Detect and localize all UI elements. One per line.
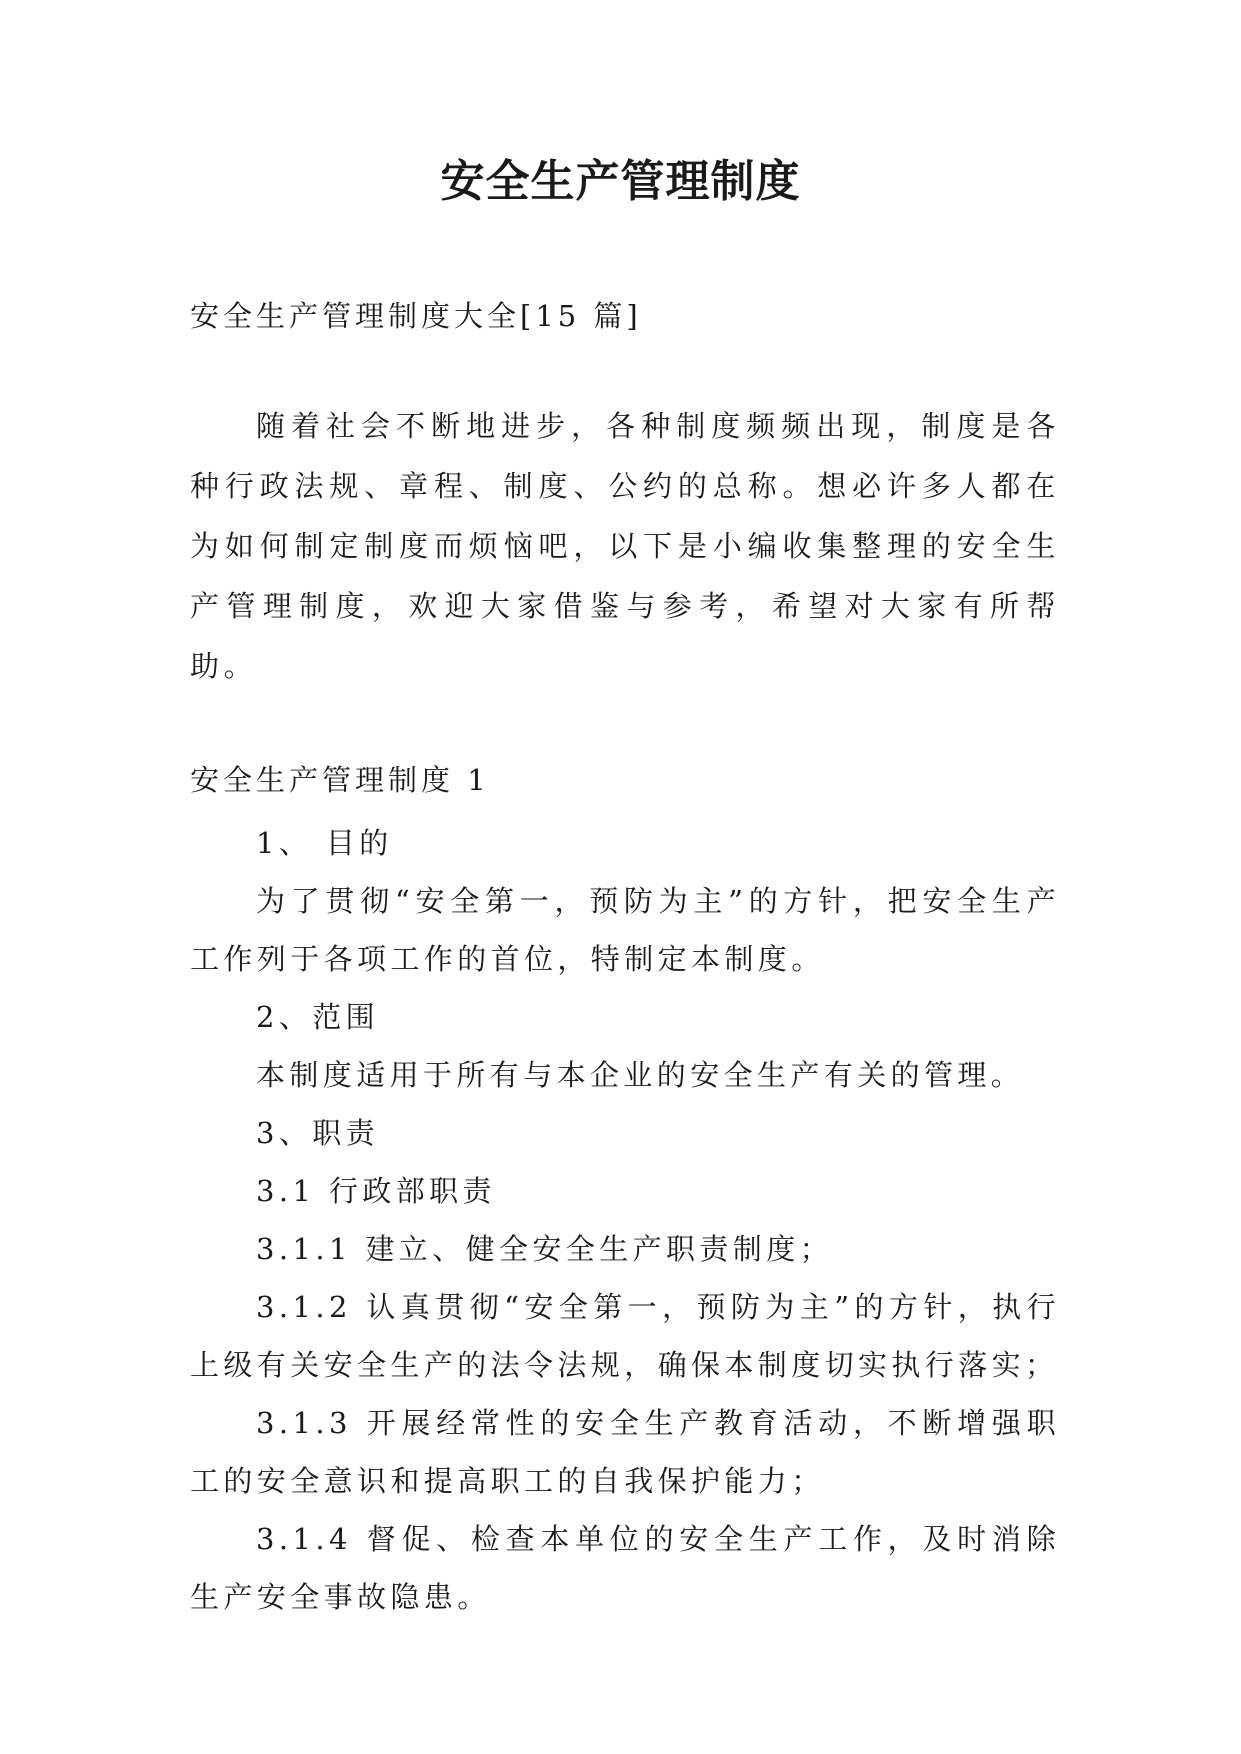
paragraph-duty-3-1-1: 3.1.1 建立、健全安全生产职责制度； (256, 1232, 834, 1266)
paragraph-duties-heading: 3、职责 (256, 1116, 380, 1150)
paragraph-scope: 本制度适用于所有与本企业的安全生产有关的管理。 (256, 1058, 1025, 1092)
paragraph-duty-3-1-4: 3.1.4 督促、检查本单位的安全生产工作，及时消除生产安全事故隐患。 (190, 1522, 1060, 1614)
intro-paragraph: 随着社会不断地进步，各种制度频频出现，制度是各种行政法规、章程、制度、公约的总称。想必许多人都在为如何制定制度而烦恼吧，以下是小编收集整理的安全生产管理制度，欢迎大家借鉴与参考，希望对大家有所帮助。 (190, 409, 1060, 683)
document-title: 安全生产管理制度 (440, 156, 801, 207)
paragraph-scope-heading: 2、范围 (256, 1000, 380, 1034)
paragraph-purpose: 为了贯彻“安全第一，预防为主”的方针，把安全生产工作列于各项工作的首位，特制定本制度。 (190, 884, 1060, 976)
paragraph-duty-3-1-2: 3.1.2 认真贯彻“安全第一，预防为主”的方针，执行上级有关安全生产的法令法规，确保本制度切实执行落实； (190, 1290, 1060, 1382)
paragraph-purpose-heading: 1、 目的 (256, 826, 393, 860)
paragraph-duty-3-1-3: 3.1.3 开展经常性的安全生产教育活动，不断增强职工的安全意识和提高职工的自我保护能力； (190, 1406, 1060, 1498)
document-body (190, 292, 1060, 1626)
document-subtitle: 安全生产管理制度大全[15 篇] (190, 299, 642, 333)
section-title: 安全生产管理制度 1 (190, 763, 490, 797)
paragraph-admin-duties-heading: 3.1 行政部职责 (256, 1174, 496, 1208)
